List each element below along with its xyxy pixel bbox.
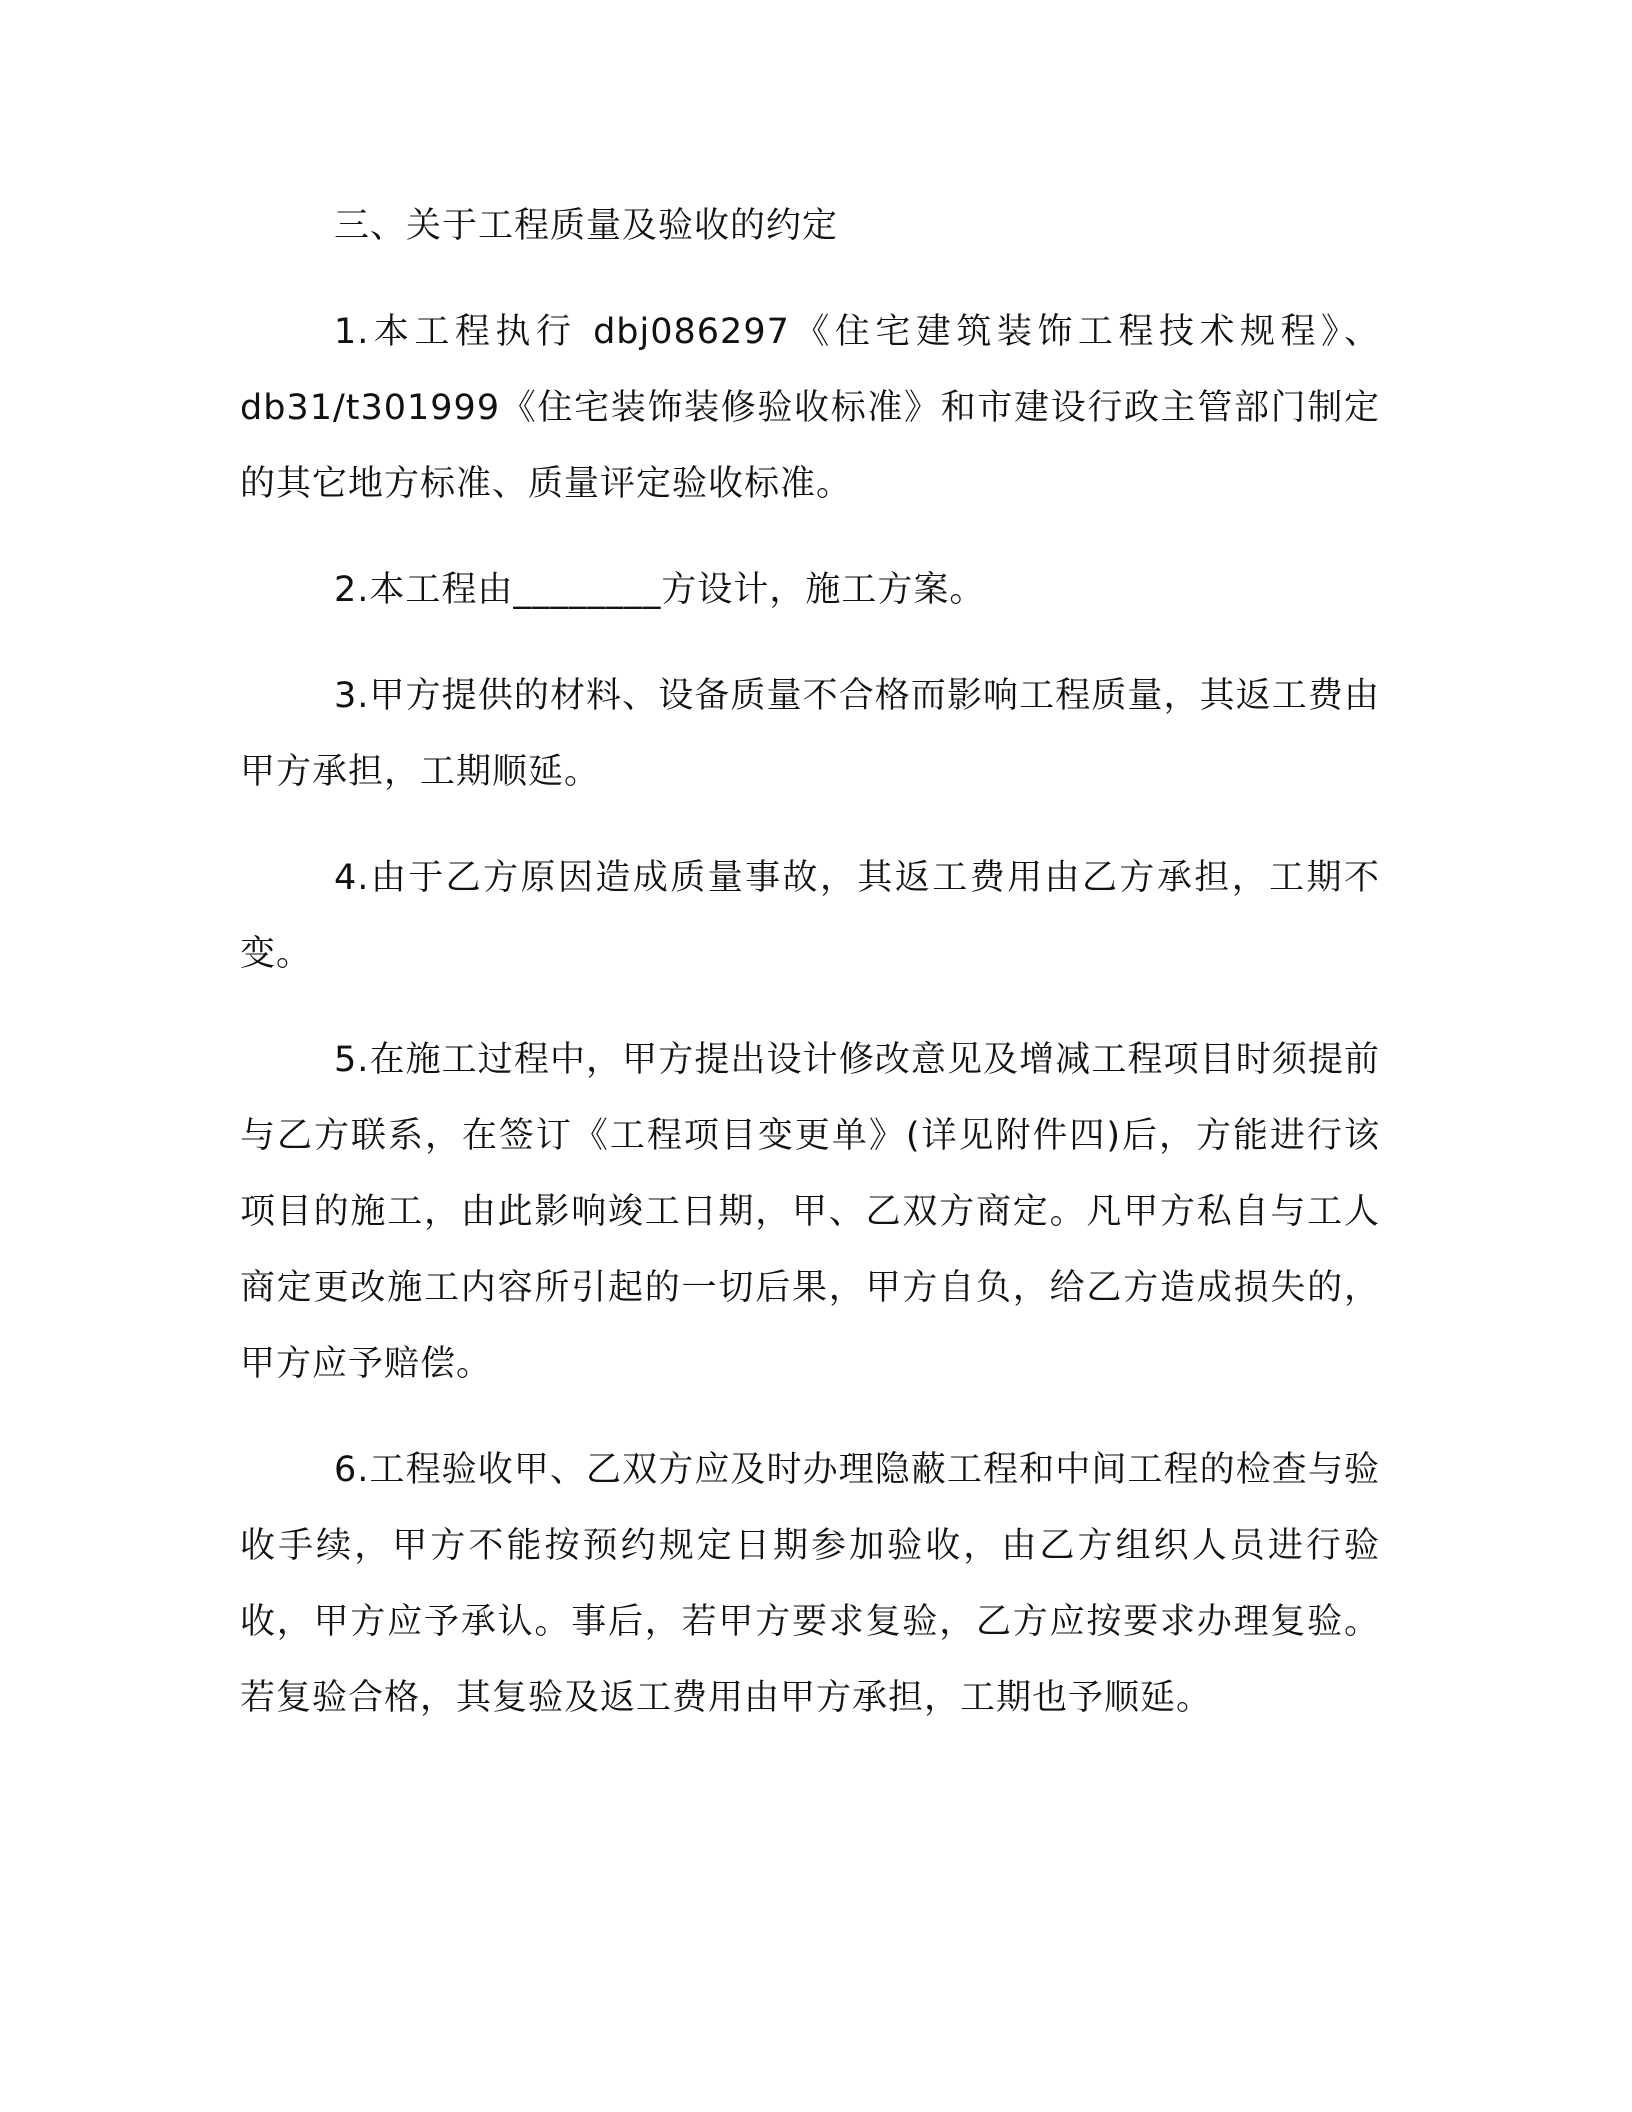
clause-4: 4.由于乙方原因造成质量事故，其返工费用由乙方承担，工期不变。	[240, 858, 1380, 974]
clause-1: 1.本工程执行 dbj086297《住宅建筑装饰工程技术规程》、db31/t301999《住宅装饰装修验收标准》和市建设行政主管部门制定的其它地方标准、质量评定验收标准。	[240, 312, 1380, 504]
clause-6: 6.工程验收甲、乙双方应及时办理隐蔽工程和中间工程的检查与验收手续，甲方不能按预约规定日期参加验收，由乙方组织人员进行验收，甲方应予承认。事后，若甲方要求复验，乙方应按要求办理复验。若复验合格，其复验及返工费用由甲方承担，工期也予顺延。	[240, 1450, 1380, 1718]
section-title: 三、关于工程质量及验收的约定	[334, 206, 839, 246]
clause-5: 5.在施工过程中，甲方提出设计修改意见及增减工程项目时须提前与乙方联系，在签订《工程项目变更单》(详见附件四)后，方能进行该项目的施工，由此影响竣工日期，甲、乙双方商定。凡甲方私自与工人商定更改施工内容所引起的一切后果，甲方自负，给乙方造成损失的，甲方应予赔偿。	[240, 1040, 1380, 1384]
clause-2: 2.本工程由________方设计，施工方案。	[334, 570, 986, 610]
document-body	[240, 188, 1380, 1766]
clause-3: 3.甲方提供的材料、设备质量不合格而影响工程质量，其返工费由甲方承担，工期顺延。	[240, 676, 1380, 792]
